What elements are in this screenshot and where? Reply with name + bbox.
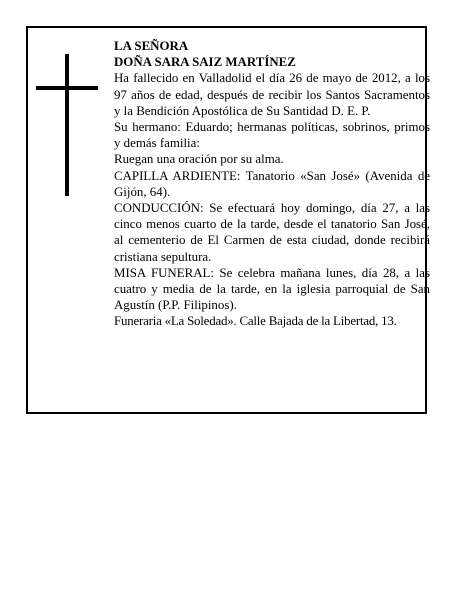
notice-title: LA SEÑORA — [114, 39, 189, 53]
prayer-request: Ruegan una oración por su alma. — [114, 152, 284, 167]
chapel-info: CAPILLA ARDIENTE: Tanatorio «San José» (Avenida de Gijón, 64). — [114, 168, 430, 199]
cross-vertical-bar — [65, 54, 69, 196]
procession-info: CONDUCCIÓN: Se efectuará hoy domingo, día 27, a las cinco menos cuarto de la tarde, desde el tanatorio San José, al cementerio de El Carmen de esta ciudad, donde recibirá cristiana sepultura. — [114, 201, 430, 264]
funeral-mass-info: MISA FUNERAL: Se celebra mañana lunes, día 28, a las cuatro y media de la tarde, en la iglesia parroquial de San Agustín (P.P. Filipinos). — [114, 265, 430, 313]
deceased-name: DOÑA SARA SAIZ MARTÍNEZ — [114, 55, 296, 70]
cross-horizontal-bar — [36, 86, 98, 90]
funeral-home-info: Funeraria «La Soledad». Calle Bajada de la Libertad, 13. — [114, 314, 397, 329]
cross-icon — [36, 54, 98, 196]
family-members: Su hermano: Eduardo; hermanas políticas, sobrinos, primos y demás familia: — [114, 120, 430, 151]
death-announcement: Ha fallecido en Valladolid el día 26 de mayo de 2012, a los 97 años de edad, después de recibir los Santos Sacramentos y la Bendición Apostólica de Su Santidad D. E. P. — [114, 71, 430, 118]
notice-text — [114, 38, 430, 330]
